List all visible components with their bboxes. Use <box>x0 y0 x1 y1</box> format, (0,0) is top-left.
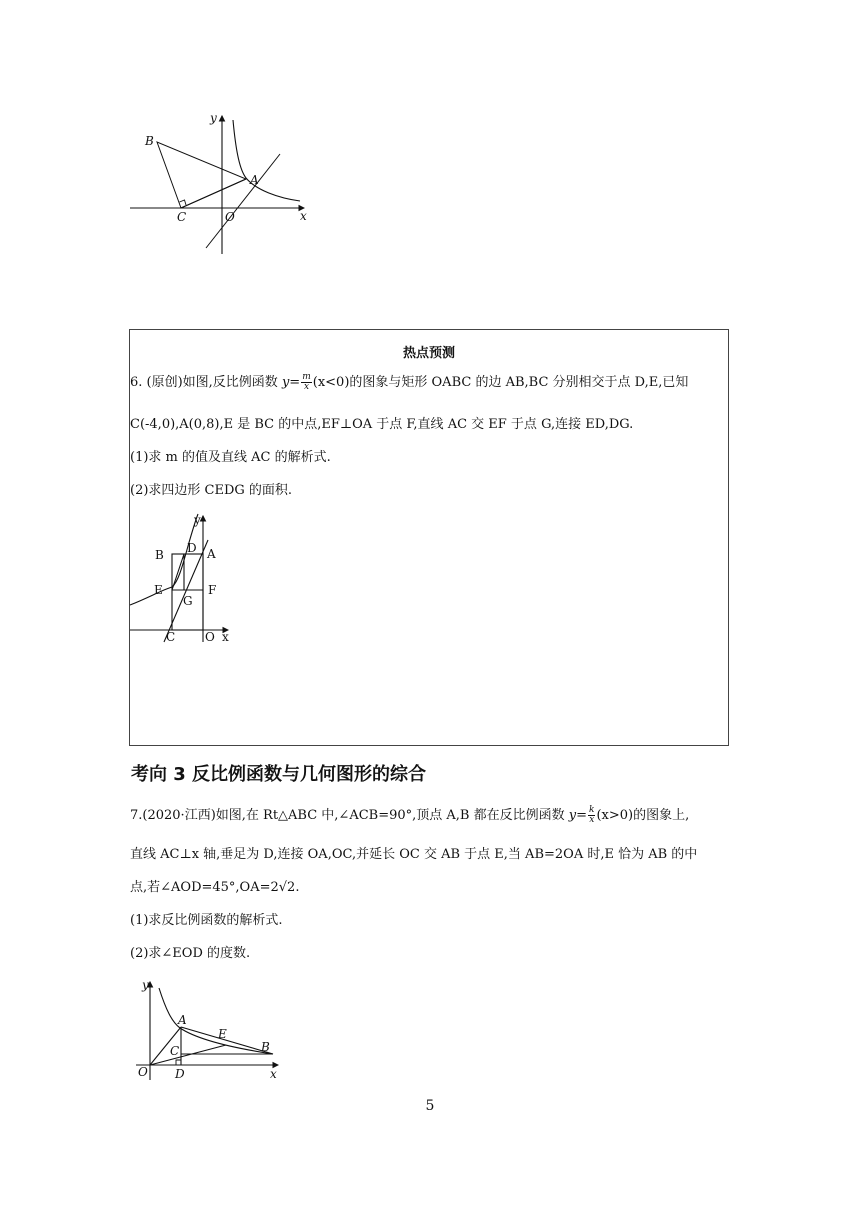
label-B: B <box>261 1040 270 1054</box>
segment-ab <box>181 1027 273 1054</box>
label-B: B <box>155 548 164 562</box>
line-ac <box>164 540 208 642</box>
q7-line-1: 7.(2020·江西)如图,在 Rt△ABC 中,∠ACB=90°,顶点 A,B 都在反比例函数 y= $\frac{k}{x}$ (x>0)的图象上, <box>130 805 690 825</box>
label-O: O <box>205 630 215 644</box>
figure-1 <box>128 108 313 258</box>
line-through-origin <box>206 154 280 248</box>
label-F: F <box>208 583 217 597</box>
q6-fraction: $\frac{m}{x}$ <box>302 372 311 392</box>
q6-sub-2: (2)求四边形 CEDG 的面积. <box>130 483 293 498</box>
label-A: A <box>207 547 216 561</box>
triangle-abc <box>157 142 246 208</box>
right-angle-mark <box>176 1060 181 1065</box>
label-O: O <box>225 210 235 224</box>
section-heading: 考向 3 反比例函数与几何图形的综合 <box>131 764 427 785</box>
q7-sub-2: (2)求∠EOD 的度数. <box>130 946 251 961</box>
box-title: 热点预测 <box>402 346 455 361</box>
label-B: B <box>145 134 154 148</box>
right-angle-mark <box>180 200 187 205</box>
label-E: E <box>154 583 163 597</box>
label-C: C <box>177 210 187 224</box>
label-A: A <box>250 173 259 187</box>
label-A: A <box>178 1013 187 1027</box>
label-y: y <box>210 111 217 125</box>
label-x: x <box>300 209 307 223</box>
figure-2 <box>128 510 243 645</box>
figure-3 <box>128 978 288 1084</box>
label-O: O <box>138 1065 148 1079</box>
label-y: y <box>142 978 149 992</box>
hyperbola <box>233 120 300 201</box>
q7-line-2: 直线 AC⊥x 轴,垂足为 D,连接 OA,OC,并延长 OC 交 AB 于点 E,当 AB=2OA 时,E 恰为 AB 的中 <box>130 847 698 862</box>
label-C: C <box>170 1044 180 1058</box>
label-G: G <box>183 594 193 608</box>
q7-line-3: 点,若∠AOD=45°,OA=2√2. <box>130 880 300 895</box>
hyperbola <box>130 514 198 605</box>
rectangle-oabc <box>172 554 203 630</box>
q6-line-2: C(-4,0),A(0,8),E 是 BC 的中点,EF⊥OA 于点 F,直线 AC 交 EF 于点 G,连接 ED,DG. <box>130 417 634 432</box>
label-D: D <box>175 1067 185 1081</box>
page-number: 5 <box>425 1098 435 1114</box>
q7-fraction: $\frac{k}{x}$ <box>589 805 595 825</box>
q6-sub-1: (1)求 m 的值及直线 AC 的解析式. <box>130 450 331 465</box>
q6-line-1: 6. (原创)如图,反比例函数 y= $\frac{m}{x}$ (x<0)的图象与矩形 OABC 的边 AB,BC 分别相交于点 D,E,已知 <box>130 372 689 392</box>
label-x: x <box>222 630 229 644</box>
label-C: C <box>166 630 176 644</box>
label-E: E <box>218 1027 227 1041</box>
label-y: y <box>194 513 201 527</box>
q7-sub-1: (1)求反比例函数的解析式. <box>130 913 283 928</box>
label-x: x <box>270 1067 277 1081</box>
label-D: D <box>187 541 197 555</box>
segment-oe <box>150 1045 226 1065</box>
